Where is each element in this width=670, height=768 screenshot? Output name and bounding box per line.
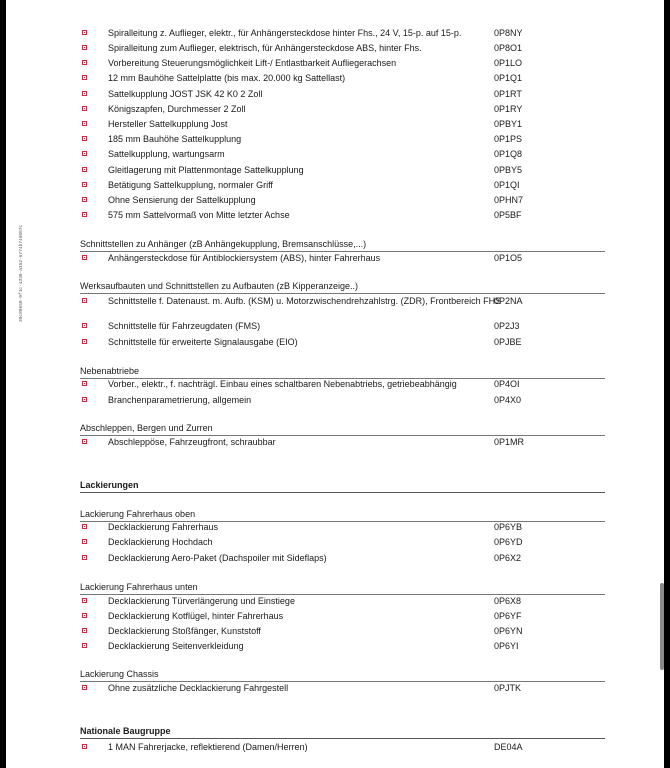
option-checkbox-icon[interactable] xyxy=(82,106,87,111)
option-description: Schnittstelle f. Datenaust. m. Aufb. (KSM) u. Motorzwischendrehzahlstrg. (ZDR), Frontbereich FHS xyxy=(108,296,502,306)
section-title: Werksaufbauten und Schnittstellen zu Aufbauten (zB Kipperanzeige..) xyxy=(80,281,605,294)
option-code: 0P6X8 xyxy=(494,596,522,606)
option-row xyxy=(80,336,605,350)
option-row xyxy=(80,552,605,566)
option-code: 0P6YF xyxy=(494,611,522,621)
option-checkbox-icon[interactable] xyxy=(82,628,87,633)
option-code: 0P1MR xyxy=(494,437,525,447)
option-description: Betätigung Sattelkupplung, normaler Griff xyxy=(108,180,273,190)
option-checkbox-icon[interactable] xyxy=(82,255,87,260)
option-description: Decklackierung Seitenverkleidung xyxy=(108,641,244,651)
section-title: Lackierung Chassis xyxy=(80,669,605,682)
option-checkbox-icon[interactable] xyxy=(82,167,87,172)
option-description: 1 MAN Fahrerjacke, reflektierend (Damen/Herren) xyxy=(108,742,308,752)
option-checkbox-icon[interactable] xyxy=(82,91,87,96)
option-code: 0P8NY xyxy=(494,28,523,38)
option-code: 0P5BF xyxy=(494,210,522,220)
option-code: 0P6X2 xyxy=(494,553,522,563)
option-row xyxy=(80,148,605,162)
option-code: 0P4OI xyxy=(494,379,520,389)
document-margin-id: 39c89658-9f1c-4330-a152-6774b746007c xyxy=(19,224,24,322)
option-row xyxy=(80,103,605,117)
option-row xyxy=(80,57,605,71)
option-checkbox-icon[interactable] xyxy=(82,136,87,141)
section-title: Lackierung Fahrerhaus oben xyxy=(80,509,605,522)
section-title: Schnittstellen zu Anhänger (zB Anhängekupplung, Bremsanschlüsse,...) xyxy=(80,239,605,252)
option-code: 0P1PS xyxy=(494,134,523,144)
option-row xyxy=(80,394,605,408)
option-code: 0P6YB xyxy=(494,522,523,532)
option-description: Decklackierung Kotflügel, hinter Fahrerhaus xyxy=(108,611,284,621)
option-checkbox-icon[interactable] xyxy=(82,121,87,126)
option-description: Anhängersteckdose für Antiblockiersystem (ABS), hinter Fahrerhaus xyxy=(108,253,381,263)
option-description: Sattelkupplung JOST JSK 42 K0 2 Zoll xyxy=(108,89,263,99)
option-code: 0P2NA xyxy=(494,296,523,306)
option-description: 185 mm Bauhöhe Sattelkupplung xyxy=(108,134,242,144)
option-description: Decklackierung Stoßfänger, Kunststoff xyxy=(108,626,261,636)
option-code: 0PJTK xyxy=(494,683,522,693)
option-checkbox-icon[interactable] xyxy=(82,75,87,80)
option-row xyxy=(80,378,605,392)
option-checkbox-icon[interactable] xyxy=(82,298,87,303)
option-checkbox-icon[interactable] xyxy=(82,60,87,65)
option-row xyxy=(80,209,605,223)
option-row xyxy=(80,295,605,321)
option-code: 0P1QI xyxy=(494,180,520,190)
option-row xyxy=(80,610,605,624)
option-row xyxy=(80,27,605,41)
option-code: 0P6YN xyxy=(494,626,523,636)
option-checkbox-icon[interactable] xyxy=(82,539,87,544)
option-row xyxy=(80,252,605,266)
option-row xyxy=(80,536,605,550)
option-code: 0P8O1 xyxy=(494,43,523,53)
option-row xyxy=(80,164,605,178)
section-title: Lackierung Fahrerhaus unten xyxy=(80,582,605,595)
option-code: 0P1RT xyxy=(494,89,522,99)
option-row xyxy=(80,741,605,755)
section-title: Nebenabtriebe xyxy=(80,366,605,379)
option-row xyxy=(80,682,605,696)
option-checkbox-icon[interactable] xyxy=(82,381,87,386)
option-description: Abschleppöse, Fahrzeugfront, schraubbar xyxy=(108,437,276,447)
option-code: 0PHN7 xyxy=(494,195,524,205)
option-description: Ohne Sensierung der Sattelkupplung xyxy=(108,195,256,205)
option-row xyxy=(80,521,605,535)
option-checkbox-icon[interactable] xyxy=(82,151,87,156)
option-code: 0P1RY xyxy=(494,104,523,114)
option-description: 575 mm Sattelvormaß von Mitte letzter Achse xyxy=(108,210,290,220)
section-title: Abschleppen, Bergen und Zurren xyxy=(80,423,605,436)
option-description: Schnittstelle für erweiterte Signalausgabe (EIO) xyxy=(108,337,298,347)
option-row xyxy=(80,640,605,654)
option-description: Decklackierung Hochdach xyxy=(108,537,213,547)
option-checkbox-icon[interactable] xyxy=(82,613,87,618)
option-checkbox-icon[interactable] xyxy=(82,524,87,529)
option-description: Decklackierung Aero-Paket (Dachspoiler mit Sideflaps) xyxy=(108,553,327,563)
option-row xyxy=(80,320,605,334)
option-code: 0P6YD xyxy=(494,537,523,547)
option-checkbox-icon[interactable] xyxy=(82,744,87,749)
option-code: DE04A xyxy=(494,742,523,752)
option-row xyxy=(80,72,605,86)
option-code: 0P1Q1 xyxy=(494,73,523,83)
group-heading: Lackierungen xyxy=(80,479,605,493)
option-row xyxy=(80,88,605,102)
option-code: 0PBY1 xyxy=(494,119,523,129)
option-code: 0PBY5 xyxy=(494,165,523,175)
option-code: 0PJBE xyxy=(494,337,522,347)
option-checkbox-icon[interactable] xyxy=(82,323,87,328)
option-row xyxy=(80,194,605,208)
option-row xyxy=(80,625,605,639)
option-checkbox-icon[interactable] xyxy=(82,212,87,217)
option-description: Königszapfen, Durchmesser 2 Zoll xyxy=(108,104,246,114)
option-description: Hersteller Sattelkupplung Jost xyxy=(108,119,228,129)
option-code: 0P1LO xyxy=(494,58,523,68)
option-row xyxy=(80,133,605,147)
option-code: 0P2J3 xyxy=(494,321,520,331)
option-description: Decklackierung Türverlängerung und Einstiege xyxy=(108,596,295,606)
option-description: Vorber., elektr., f. nachträgl. Einbau eines schaltbaren Nebenabtriebs, getriebeabhängig xyxy=(108,379,457,389)
option-description: Spiralleitung z. Auflieger, elektr., für Anhängersteckdose hinter Fhs., 24 V, 15-p. auf 15-p. xyxy=(108,28,462,38)
option-checkbox-icon[interactable] xyxy=(82,439,87,444)
option-description: Schnittstelle für Fahrzeugdaten (FMS) xyxy=(108,321,261,331)
option-checkbox-icon[interactable] xyxy=(82,685,87,690)
option-description: Decklackierung Fahrerhaus xyxy=(108,522,219,532)
option-checkbox-icon[interactable] xyxy=(82,339,87,344)
option-code: 0P1O5 xyxy=(494,253,523,263)
option-description: Spiralleitung zum Auflieger, elektrisch, für Anhängersteckdose ABS, hinter Fhs. xyxy=(108,43,422,53)
option-description: Sattelkupplung, wartungsarm xyxy=(108,149,225,159)
option-description: Ohne zusätzliche Decklackierung Fahrgestell xyxy=(108,683,289,693)
option-row xyxy=(80,595,605,609)
option-checkbox-icon[interactable] xyxy=(82,555,87,560)
option-description: Vorbereitung Steuerungsmöglichkeit Lift-/ Entlastbarkeit Aufliegerachsen xyxy=(108,58,397,68)
option-row xyxy=(80,42,605,56)
option-checkbox-icon[interactable] xyxy=(82,197,87,202)
option-checkbox-icon[interactable] xyxy=(82,643,87,648)
option-checkbox-icon[interactable] xyxy=(82,397,87,402)
option-description: Gleitlagerung mit Plattenmontage Sattelkupplung xyxy=(108,165,304,175)
option-checkbox-icon[interactable] xyxy=(82,45,87,50)
option-code: 0P1Q8 xyxy=(494,149,523,159)
option-checkbox-icon[interactable] xyxy=(82,182,87,187)
option-code: 0P4X0 xyxy=(494,395,522,405)
option-row xyxy=(80,118,605,132)
group-heading: Nationale Baugruppe xyxy=(80,725,605,739)
option-checkbox-icon[interactable] xyxy=(82,30,87,35)
option-row xyxy=(80,179,605,193)
option-description: Branchenparametrierung, allgemein xyxy=(108,395,252,405)
option-description: 12 mm Bauhöhe Sattelplatte (bis max. 20.000 kg Sattellast) xyxy=(108,73,346,83)
option-row xyxy=(80,436,605,450)
option-code: 0P6YI xyxy=(494,641,519,651)
option-checkbox-icon[interactable] xyxy=(82,598,87,603)
